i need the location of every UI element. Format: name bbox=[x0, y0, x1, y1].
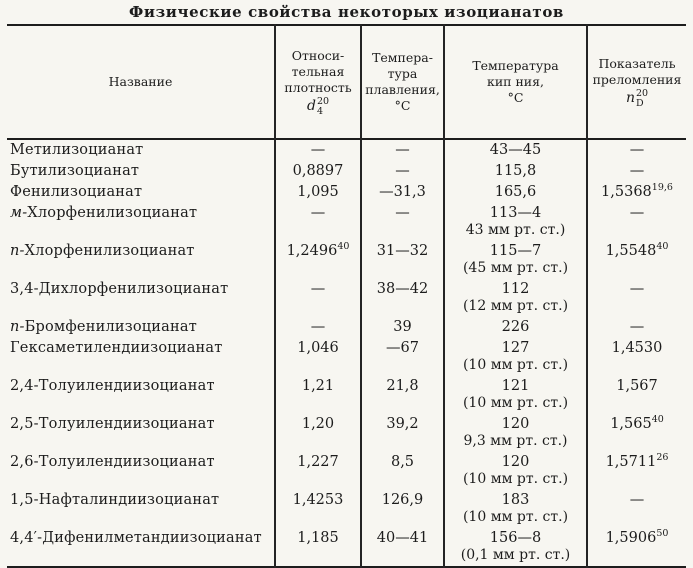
melting-value: — bbox=[395, 162, 410, 179]
table-row bbox=[7, 528, 686, 567]
cell-melting bbox=[361, 376, 444, 414]
density-value: 1,185 bbox=[297, 529, 339, 546]
boiling-value: 121 bbox=[501, 377, 530, 394]
cell-density bbox=[275, 528, 361, 567]
density-value: — bbox=[310, 318, 326, 335]
cell-boiling bbox=[444, 317, 587, 338]
cell-boiling bbox=[444, 452, 587, 490]
header-boiling-line2: кип ния, bbox=[487, 73, 544, 89]
refraction-value: 1,565 bbox=[610, 415, 652, 432]
cell-melting bbox=[361, 317, 444, 338]
table-body bbox=[7, 139, 686, 567]
cell-density bbox=[275, 139, 361, 161]
density-temp-sup: 40 bbox=[337, 240, 350, 252]
refraction-value: — bbox=[629, 491, 645, 508]
refraction-temp-sup: 40 bbox=[656, 240, 669, 252]
cell-density bbox=[275, 317, 361, 338]
name-italic-prefix: п- bbox=[10, 242, 25, 259]
cell-name bbox=[7, 490, 275, 528]
substance-name: 3,4-Дихлорфенилизоцианат bbox=[10, 280, 229, 297]
refraction-temp-sup: 50 bbox=[656, 527, 669, 539]
boiling-value: 156—8 bbox=[489, 529, 542, 546]
refraction-formula bbox=[626, 88, 648, 108]
boiling-value: 127 bbox=[501, 339, 530, 356]
header-boiling-line1: Температура bbox=[472, 57, 559, 73]
cell-melting bbox=[361, 203, 444, 241]
cell-name bbox=[7, 452, 275, 490]
header-refraction-line1: Показатель bbox=[598, 55, 676, 71]
cell-refraction bbox=[587, 241, 686, 279]
melting-value: 8,5 bbox=[390, 453, 415, 470]
cell-boiling bbox=[444, 528, 587, 567]
cell-refraction bbox=[587, 182, 686, 203]
cell-density bbox=[275, 182, 361, 203]
refraction-temp-sup: 19,6 bbox=[651, 181, 673, 193]
refraction-value: 1,5711 bbox=[605, 453, 657, 470]
boiling-value: 165,6 bbox=[494, 183, 537, 200]
density-value: — bbox=[310, 280, 326, 297]
cell-density bbox=[275, 490, 361, 528]
cell-density bbox=[275, 241, 361, 279]
refraction-value: — bbox=[629, 162, 645, 179]
header-melting-line4: °С bbox=[394, 98, 411, 114]
cell-refraction bbox=[587, 203, 686, 241]
melting-value: 39 bbox=[393, 318, 412, 335]
melting-value: — bbox=[395, 204, 410, 221]
header-name-label: Название bbox=[108, 73, 173, 89]
cell-melting bbox=[361, 338, 444, 376]
header-density-line2: тельная bbox=[291, 63, 345, 79]
melting-value: 38—42 bbox=[376, 280, 429, 297]
density-sup: 20 bbox=[316, 96, 330, 108]
table-row bbox=[7, 203, 686, 241]
refraction-value: 1,5368 bbox=[601, 183, 652, 200]
melting-value: 39,2 bbox=[386, 415, 419, 432]
page-title: Физические свойства некоторых изоцианатов bbox=[129, 3, 564, 21]
cell-melting bbox=[361, 182, 444, 203]
substance-name: 1,5-Нафталиндиизоцианат bbox=[10, 491, 220, 508]
boiling-value: 120 bbox=[501, 415, 530, 432]
boiling-pressure-note: (10 мм рт. ст.) bbox=[462, 394, 569, 411]
cell-refraction bbox=[587, 414, 686, 452]
header-refraction bbox=[587, 25, 686, 139]
boiling-value: 226 bbox=[501, 318, 530, 335]
cell-refraction bbox=[587, 528, 686, 567]
density-value: — bbox=[310, 204, 326, 221]
name-italic-prefix: п- bbox=[10, 318, 25, 335]
cell-melting bbox=[361, 452, 444, 490]
refraction-sup: 20 bbox=[635, 88, 649, 100]
table-row bbox=[7, 338, 686, 376]
melting-value: —67 bbox=[386, 339, 419, 356]
cell-density bbox=[275, 279, 361, 317]
cell-refraction bbox=[587, 490, 686, 528]
cell-boiling bbox=[444, 376, 587, 414]
cell-refraction bbox=[587, 161, 686, 182]
cell-melting bbox=[361, 161, 444, 182]
boiling-value: 43—45 bbox=[489, 141, 542, 158]
cell-name bbox=[7, 317, 275, 338]
cell-name bbox=[7, 161, 275, 182]
boiling-value: 112 bbox=[501, 280, 530, 297]
melting-value: — bbox=[395, 141, 410, 158]
substance-name: Хлорфенилизоцианат bbox=[27, 204, 198, 221]
substance-name: 4,4′-Дифенилметандиизоцианат bbox=[10, 529, 262, 546]
boiling-value: 115—7 bbox=[489, 242, 542, 259]
header-boiling-line3: °С bbox=[507, 90, 524, 106]
boiling-value: 120 bbox=[501, 453, 530, 470]
cell-boiling bbox=[444, 182, 587, 203]
cell-boiling bbox=[444, 241, 587, 279]
cell-density bbox=[275, 414, 361, 452]
cell-name bbox=[7, 528, 275, 567]
isocyanate-properties-table bbox=[7, 24, 686, 568]
refraction-value: 1,567 bbox=[616, 377, 658, 394]
cell-name bbox=[7, 139, 275, 161]
boiling-pressure-note: (10 мм рт. ст.) bbox=[462, 508, 569, 525]
cell-refraction bbox=[587, 338, 686, 376]
boiling-pressure-note: (10 мм рт. ст.) bbox=[462, 356, 569, 373]
cell-boiling bbox=[444, 414, 587, 452]
header-refraction-line2: преломления bbox=[592, 72, 682, 88]
cell-name bbox=[7, 241, 275, 279]
cell-name bbox=[7, 376, 275, 414]
cell-name bbox=[7, 414, 275, 452]
header-melting bbox=[361, 25, 444, 139]
refraction-value: — bbox=[629, 280, 645, 297]
cell-melting bbox=[361, 528, 444, 567]
cell-melting bbox=[361, 490, 444, 528]
density-value: 1,227 bbox=[297, 453, 339, 470]
substance-name: Бутилизоцианат bbox=[10, 162, 140, 179]
cell-refraction bbox=[587, 279, 686, 317]
refraction-sub: D bbox=[635, 98, 644, 110]
density-value: 0,8897 bbox=[292, 162, 344, 179]
refraction-temp-sup: 26 bbox=[656, 451, 669, 463]
refraction-value: — bbox=[629, 141, 645, 158]
density-formula bbox=[307, 96, 329, 116]
boiling-pressure-note: (10 мм рт. ст.) bbox=[462, 470, 569, 487]
header-melting-line2: тура bbox=[387, 65, 418, 81]
header-melting-line3: плавления, bbox=[365, 82, 440, 97]
density-value: 1,095 bbox=[297, 183, 339, 200]
density-value: — bbox=[310, 141, 326, 158]
density-value: 1,2496 bbox=[286, 242, 338, 259]
name-italic-prefix: м- bbox=[10, 204, 28, 221]
table-row bbox=[7, 414, 686, 452]
table-row bbox=[7, 279, 686, 317]
boiling-pressure-note: 43 мм рт. ст.) bbox=[465, 221, 566, 238]
table-row bbox=[7, 161, 686, 182]
header-melting-line1: Темпера- bbox=[372, 49, 433, 65]
density-value: 1,046 bbox=[297, 339, 339, 356]
cell-boiling bbox=[444, 139, 587, 161]
substance-name: Хлорфенилизоцианат bbox=[24, 242, 195, 259]
boiling-value: 183 bbox=[501, 491, 530, 508]
melting-value: 21,8 bbox=[386, 377, 419, 394]
substance-name: 2,6-Толуилендиизоцианат bbox=[10, 453, 215, 470]
table-row bbox=[7, 241, 686, 279]
density-value: 1,20 bbox=[301, 415, 335, 432]
cell-melting bbox=[361, 241, 444, 279]
cell-density bbox=[275, 338, 361, 376]
header-name bbox=[7, 25, 275, 139]
cell-refraction bbox=[587, 139, 686, 161]
cell-boiling bbox=[444, 338, 587, 376]
melting-value: 126,9 bbox=[381, 491, 424, 508]
substance-name: Бромфенилизоцианат bbox=[24, 318, 197, 335]
boiling-pressure-note: (12 мм рт. ст.) bbox=[462, 297, 569, 314]
header-boiling bbox=[444, 25, 587, 139]
table-row bbox=[7, 452, 686, 490]
refraction-temp-sup: 40 bbox=[651, 413, 664, 425]
substance-name: 2,5-Толуилендиизоцианат bbox=[10, 415, 215, 432]
substance-name: Фенилизоцианат bbox=[10, 183, 143, 200]
table-row bbox=[7, 139, 686, 161]
density-value: 1,4253 bbox=[292, 491, 344, 508]
cell-refraction bbox=[587, 376, 686, 414]
density-sub: 4 bbox=[316, 106, 323, 118]
table-row bbox=[7, 182, 686, 203]
table-row bbox=[7, 376, 686, 414]
cell-refraction bbox=[587, 317, 686, 338]
cell-refraction bbox=[587, 452, 686, 490]
refraction-value: — bbox=[629, 204, 645, 221]
cell-boiling bbox=[444, 279, 587, 317]
substance-name: Гексаметилендиизоцианат bbox=[10, 339, 223, 356]
substance-name: Метилизоцианат bbox=[10, 141, 144, 158]
header-row bbox=[7, 25, 686, 139]
cell-melting bbox=[361, 414, 444, 452]
cell-name bbox=[7, 279, 275, 317]
density-symbol: d bbox=[306, 98, 316, 115]
header-density-line1: Относи- bbox=[291, 47, 345, 63]
boiling-pressure-note: 9,3 мм рт. ст.) bbox=[463, 432, 568, 449]
refraction-value: — bbox=[629, 318, 645, 335]
melting-value: 31—32 bbox=[376, 242, 429, 259]
boiling-value: 113—4 bbox=[489, 204, 542, 221]
cell-density bbox=[275, 376, 361, 414]
refraction-symbol: n bbox=[625, 90, 635, 107]
melting-value: —31,3 bbox=[379, 183, 426, 200]
cell-name bbox=[7, 182, 275, 203]
cell-boiling bbox=[444, 161, 587, 182]
cell-melting bbox=[361, 139, 444, 161]
melting-value: 40—41 bbox=[376, 529, 429, 546]
refraction-value: 1,5548 bbox=[605, 242, 657, 259]
density-value: 1,21 bbox=[301, 377, 335, 394]
table-row bbox=[7, 317, 686, 338]
cell-name bbox=[7, 203, 275, 241]
boiling-value: 115,8 bbox=[494, 162, 537, 179]
header-density bbox=[275, 25, 361, 139]
cell-density bbox=[275, 161, 361, 182]
cell-density bbox=[275, 203, 361, 241]
table-row bbox=[7, 490, 686, 528]
refraction-value: 1,5906 bbox=[605, 529, 657, 546]
cell-density bbox=[275, 452, 361, 490]
boiling-pressure-note: (45 мм рт. ст.) bbox=[462, 259, 569, 276]
substance-name: 2,4-Толуилендиизоцианат bbox=[10, 377, 215, 394]
refraction-value: 1,4530 bbox=[611, 339, 663, 356]
cell-boiling bbox=[444, 203, 587, 241]
cell-name bbox=[7, 338, 275, 376]
cell-boiling bbox=[444, 490, 587, 528]
header-density-line3: плотность bbox=[284, 80, 352, 96]
boiling-pressure-note: (0,1 мм рт. ст.) bbox=[460, 546, 571, 563]
cell-melting bbox=[361, 279, 444, 317]
